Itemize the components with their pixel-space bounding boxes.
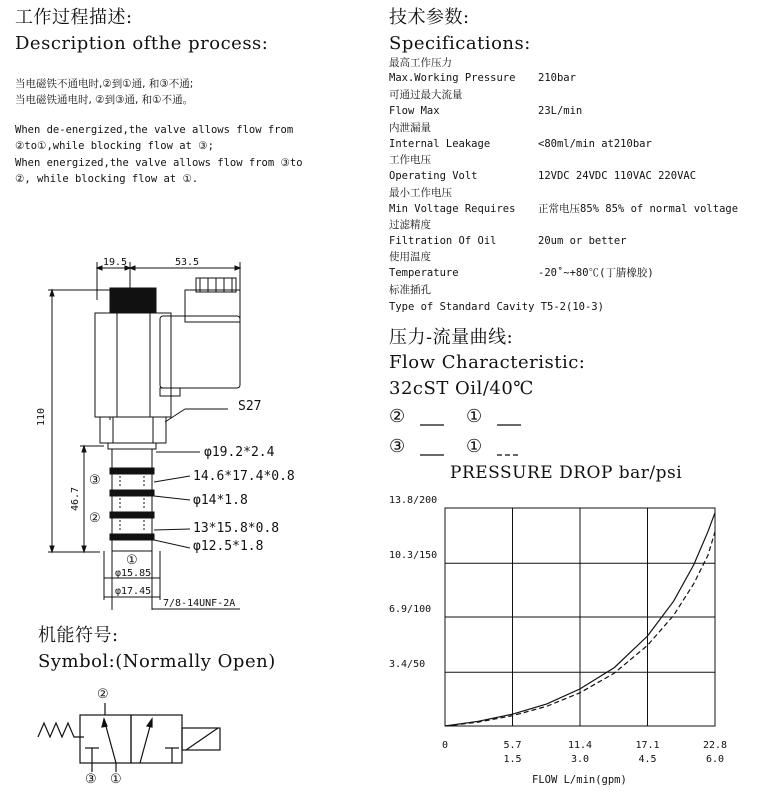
symbol-port-top: ② <box>97 687 109 702</box>
spec-label: Filtration Of Oil <box>389 235 497 247</box>
port-label: ③ <box>89 473 101 488</box>
spec-value: 20um or better <box>538 235 627 247</box>
description-en-line: When energized,the valve allows flow from ③to <box>15 157 303 169</box>
chart-y-tick-label: 10.3/150 <box>389 550 438 562</box>
callout-label: φ14*1.8 <box>193 493 248 508</box>
valve-drawing <box>48 262 240 610</box>
flow-oil: 32cST Oil/40℃ <box>389 378 534 399</box>
chart-x-tick-label-gpm: 1.5 <box>503 754 522 765</box>
port-label: ② <box>89 511 101 526</box>
dim-lower: 46.7 <box>70 486 82 512</box>
symbol-port-br: ① <box>110 772 122 787</box>
description-title-cn: 工作过程描述: <box>15 7 133 28</box>
symbol-title-cn: 机能符号: <box>38 625 119 646</box>
chart-y-tick-label: 6.9/100 <box>389 604 432 615</box>
spec-cn: 最高工作压力 <box>389 57 452 69</box>
symbol-port-bl: ③ <box>85 772 97 787</box>
dim-top-left: 19.5 <box>103 257 128 268</box>
dia-outer: φ17.45 <box>115 586 152 597</box>
chart-title: PRESSURE DROP bar/psi <box>450 463 683 483</box>
valve-symbol <box>38 703 220 772</box>
legend-to: ① <box>466 436 483 457</box>
spec-label: Min Voltage Requires <box>389 203 516 215</box>
chart-x-tick-label-gpm: 4.5 <box>638 754 657 765</box>
port-label: ① <box>126 553 138 568</box>
dia-inner: φ15.85 <box>115 568 152 579</box>
chart-x-tick-label: 22.8 <box>702 740 728 751</box>
legend-from: ③ <box>389 436 406 457</box>
description-cn-line: 当电磁铁不通电时,②到①通, 和③不通; <box>15 78 194 90</box>
chart-x-tick-label: 5.7 <box>503 740 522 751</box>
specs-title-cn: 技术参数: <box>389 7 470 28</box>
chart-x-tick-label: 0 <box>441 740 449 751</box>
spec-value: 正常电压85% 85% of normal voltage <box>538 203 739 215</box>
legend-from: ② <box>389 406 406 427</box>
callout-label: 13*15.8*0.8 <box>193 521 280 536</box>
s27-label: S27 <box>238 399 262 414</box>
chart-x-tick-label: 17.1 <box>635 740 660 751</box>
spec-label: Temperature <box>389 267 459 279</box>
description-en-line: ②, while blocking flow at ①. <box>15 173 199 185</box>
flow-title-cn: 压力-流量曲线: <box>389 327 514 348</box>
specs-title-en: Specifications: <box>389 33 531 54</box>
spec-value: 210bar <box>538 72 576 84</box>
spec-label: Type of Standard Cavity T5-2(10-3) <box>389 301 604 313</box>
spec-cn: 工作电压 <box>389 154 431 166</box>
pressure-drop-chart <box>445 508 715 726</box>
chart-x-tick-label: 11.4 <box>567 740 593 751</box>
spec-value: -20˚~+80℃(丁腈橡胶) <box>538 267 654 279</box>
callout-label: φ19.2*2.4 <box>204 445 275 460</box>
spec-label: Max.Working Pressure <box>389 72 516 84</box>
chart-y-tick-label: 13.8/200 <box>389 495 438 506</box>
spec-cn: 内泄漏量 <box>389 122 431 134</box>
description-cn-line: 当电磁铁通电时, ②到③通, 和①不通。 <box>15 94 194 106</box>
chart-y-tick-label: 3.4/50 <box>389 659 426 671</box>
chart-x-tick-label-gpm: 6.0 <box>705 754 725 765</box>
description-title-en: Description ofthe process: <box>15 33 269 54</box>
callout-label: φ12.5*1.8 <box>193 539 264 554</box>
description-en-line: ②to①,while blocking flow at ③; <box>15 140 214 152</box>
legend-to: ① <box>466 406 483 427</box>
spec-value: <80ml/min at210bar <box>538 138 652 150</box>
flow-title-en: Flow Characteristic: <box>389 352 586 373</box>
spec-cn: 标准插孔 <box>389 284 431 296</box>
symbol-title-en: Symbol:(Normally Open) <box>38 651 276 672</box>
chart-xlabel: FLOW L/min(gpm) <box>532 774 627 786</box>
thread-label: 7/8-14UNF-2A <box>163 598 236 609</box>
callout-label: 14.6*17.4*0.8 <box>193 469 295 484</box>
dim-top-right: 53.5 <box>175 257 200 268</box>
spec-cn: 可通过最大流量 <box>389 89 463 101</box>
dim-height: 110 <box>36 407 48 427</box>
spec-cn: 使用温度 <box>389 251 431 263</box>
spec-cn: 最小工作电压 <box>389 187 452 199</box>
spec-value: 23L/min <box>538 105 583 117</box>
spec-label: Flow Max <box>389 105 440 117</box>
description-en-line: When de-energized,the valve allows flow from <box>15 124 294 136</box>
spec-value: 12VDC 24VDC 110VAC 220VAC <box>538 170 697 182</box>
spec-label: Operating Volt <box>389 170 478 182</box>
spec-label: Internal Leakage <box>389 138 491 150</box>
spec-cn: 过滤精度 <box>389 219 431 231</box>
chart-x-tick-label-gpm: 3.0 <box>570 754 590 765</box>
